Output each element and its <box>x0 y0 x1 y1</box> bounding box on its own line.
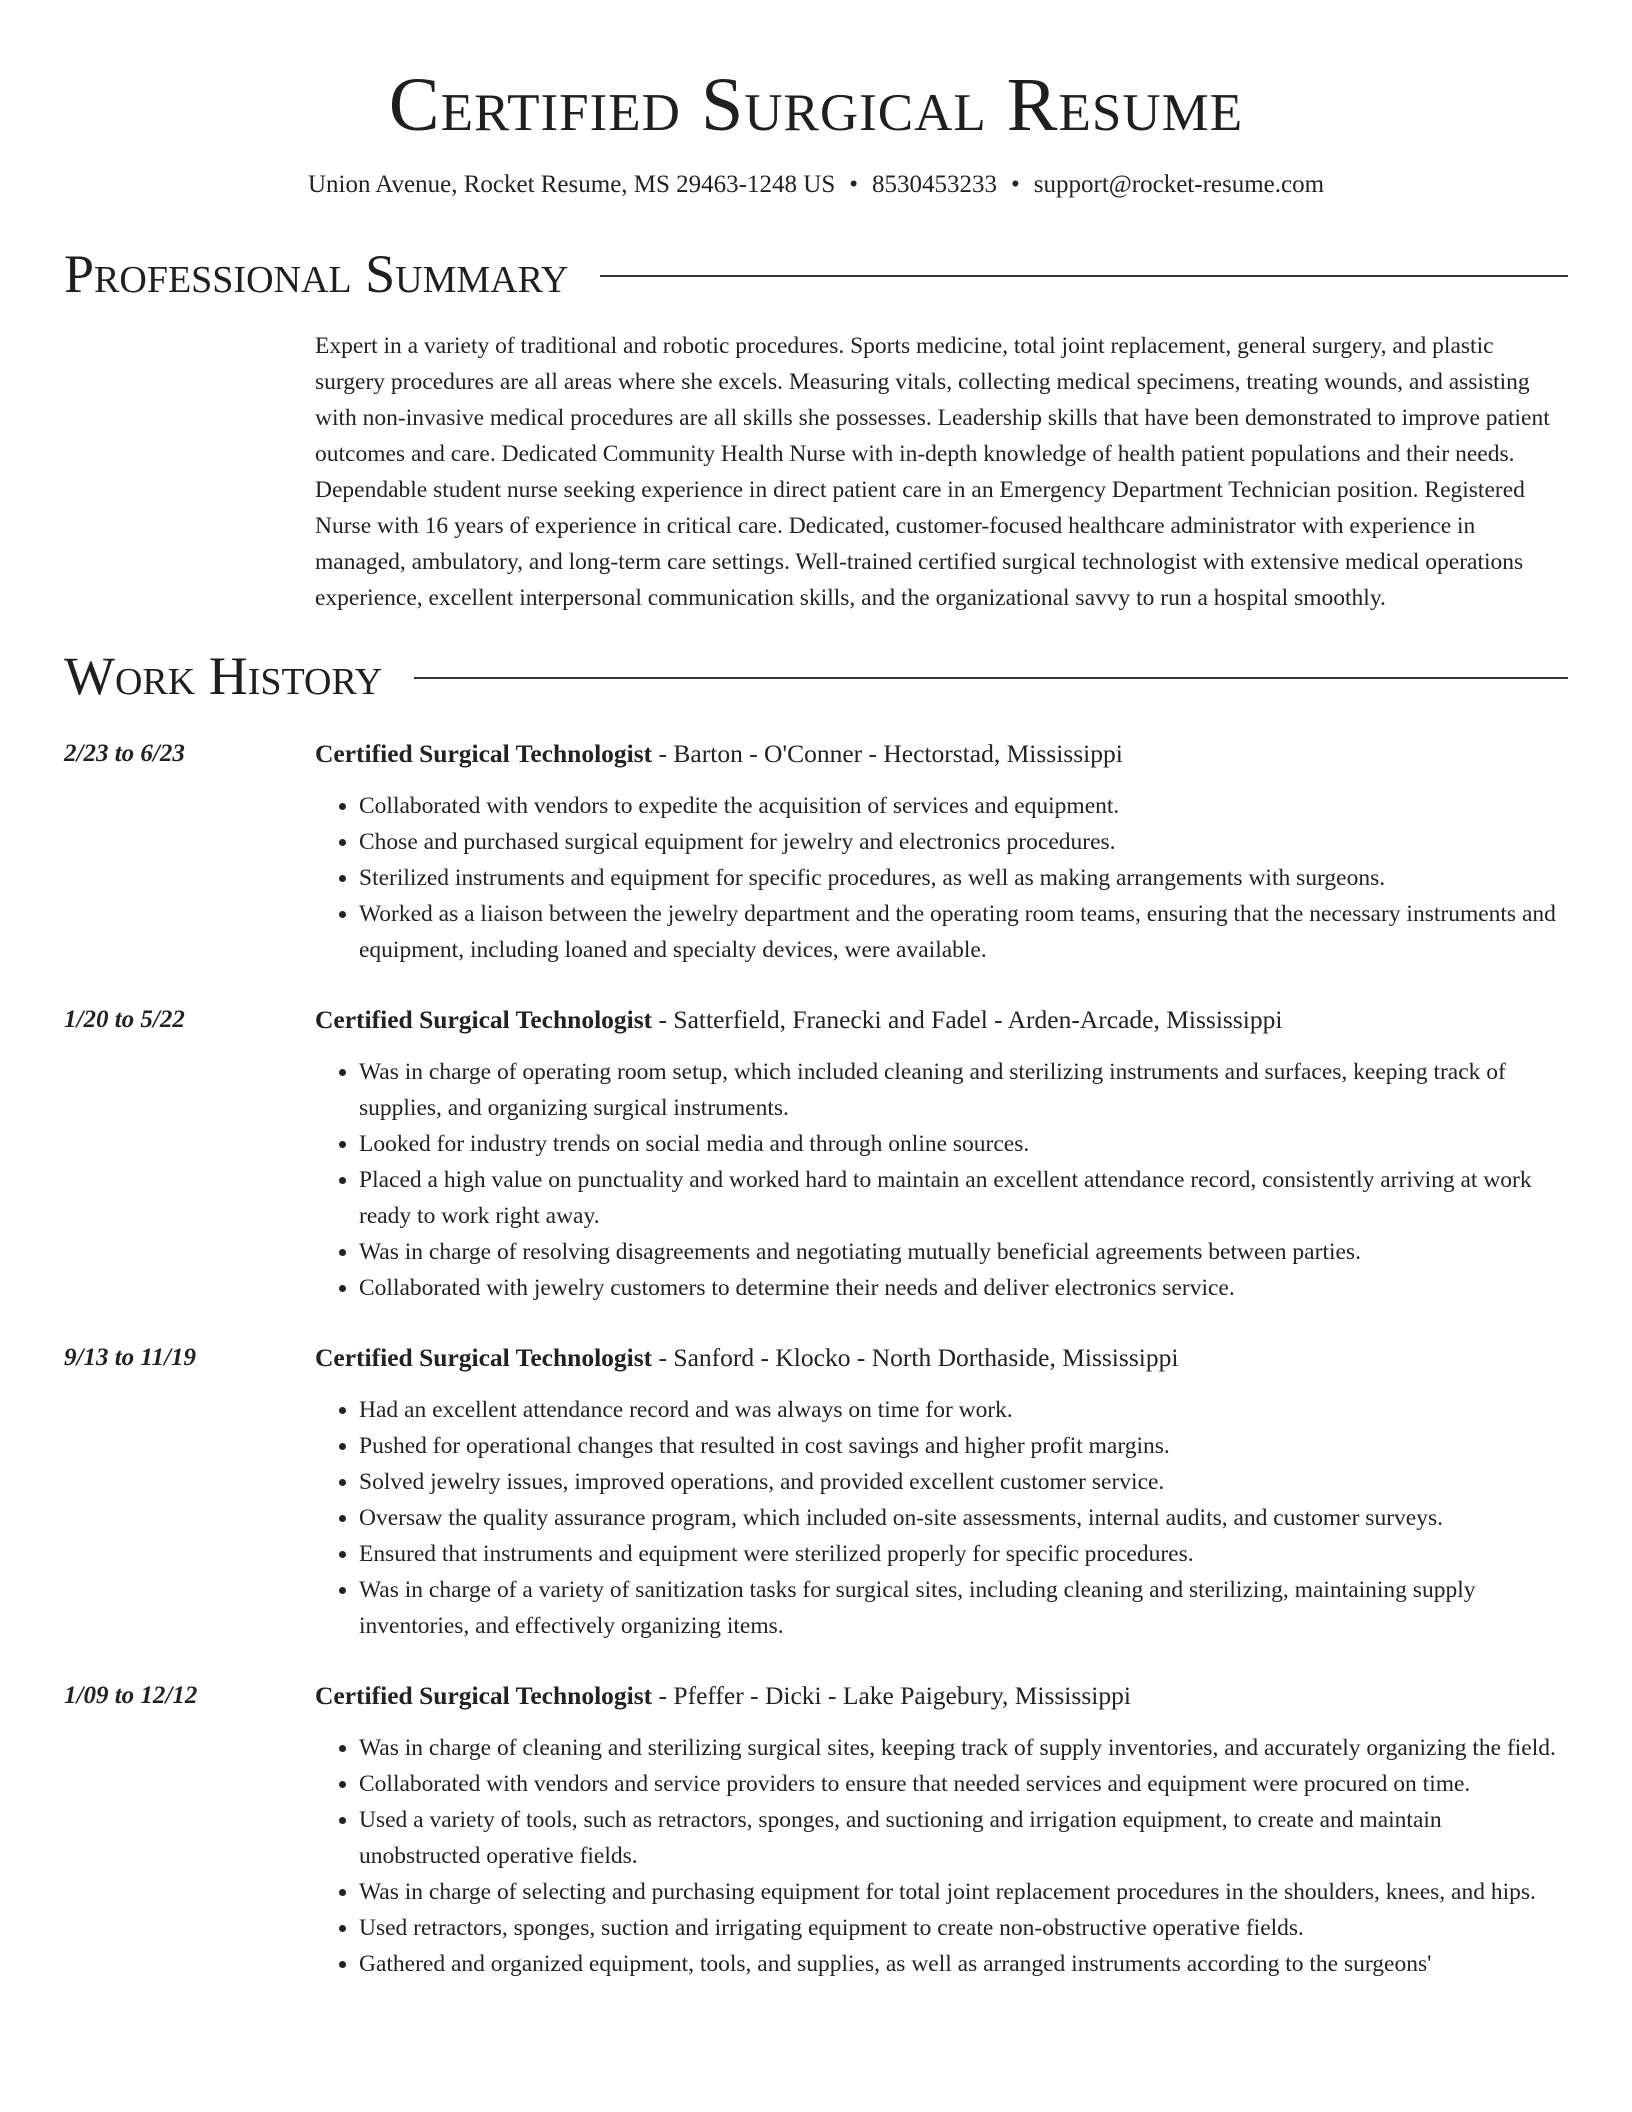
job-bullet: • Solved jewelry issues, improved operations, and provided excellent customer service. <box>359 1464 1568 1500</box>
contact-line <box>64 168 1568 202</box>
job-bullet: • Sterilized instruments and equipment for specific procedures, as well as making arrangements with surgeons. <box>359 860 1568 896</box>
job-dates: 1/09 to 12/12 <box>64 1682 198 1709</box>
job-details <box>315 1002 1568 1306</box>
job-bullet: • Ensured that instruments and equipment were sterilized properly for specific procedures. <box>359 1536 1568 1572</box>
job-employer: - Sanford - Klocko - North Dorthaside, Mississippi <box>652 1343 1179 1372</box>
job-header <box>315 736 1568 772</box>
work-history-list <box>64 736 1568 1982</box>
job-header <box>315 1002 1568 1038</box>
job-dates: 2/23 to 6/23 <box>64 740 185 767</box>
job-bullet: • Was in charge of cleaning and sterilizing surgical sites, keeping track of supply inventories, and accurately organizing the field. <box>359 1730 1568 1766</box>
job-dates: 9/13 to 11/19 <box>64 1344 196 1371</box>
job-entry <box>64 1002 1568 1306</box>
job-employer: - Pfeffer - Dicki - Lake Paigebury, Mississippi <box>652 1681 1131 1710</box>
contact-phone: 8530453233 <box>872 171 997 198</box>
summary-heading: Professional Summary <box>64 244 569 304</box>
job-details <box>315 736 1568 968</box>
job-details <box>315 1678 1568 1982</box>
job-entry <box>64 1678 1568 1982</box>
contact-separator: • <box>1011 171 1020 198</box>
job-bullet: • Collaborated with vendors and service providers to ensure that needed services and equipment were procured on time. <box>359 1766 1568 1802</box>
job-bullet: • Was in charge of resolving disagreements and negotiating mutually beneficial agreements between parties. <box>359 1234 1568 1270</box>
job-employer: - Satterfield, Franecki and Fadel - Arden-Arcade, Mississippi <box>652 1005 1283 1034</box>
contact-address: Union Avenue, Rocket Resume, MS 29463-1248 US <box>307 171 836 198</box>
resume-title: Certified Surgical Resume <box>388 63 1244 147</box>
job-bullet-list <box>315 1730 1568 1982</box>
section-divider <box>600 275 1568 277</box>
summary-section-header <box>64 242 1568 306</box>
contact-email: support@rocket-resume.com <box>1033 171 1325 198</box>
job-bullet: • Worked as a liaison between the jewelry department and the operating room teams, ensuring that the necessary instruments and equipment, including loaned and specialty devices, were available. <box>359 896 1568 968</box>
job-title: Certified Surgical Technologist <box>315 1005 653 1034</box>
job-title: Certified Surgical Technologist <box>315 1681 653 1710</box>
summary-text: Expert in a variety of traditional and robotic procedures. Sports medicine, total joint replacement, general surgery, and plastic surgery procedures are all areas where she excels. Measuring vitals, collecting medical specimens, treating wounds, and assisting with non-invasive medical procedures are all skills she possesses. Leadership skills that have been demonstrated to improve patient outcomes and care. Dedicated Community Health Nurse with in-depth knowledge of health patient populations and their needs. Dependable student nurse seeking experience in direct patient care in an Emergency Department Technician position. Registered Nurse with 16 years of experience in critical care. Dedicated, customer-focused healthcare administrator with experience in managed, ambulatory, and long-term care settings. Well-trained certified surgical technologist with extensive medical operations experience, excellent interpersonal communication skills, and the organizational savvy to run a hospital smoothly. <box>315 333 1550 611</box>
job-employer: - Barton - O'Conner - Hectorstad, Mississippi <box>652 739 1123 768</box>
resume-page <box>64 0 1568 1982</box>
job-entry <box>64 1340 1568 1644</box>
job-entry <box>64 736 1568 968</box>
job-bullet: • Was in charge of selecting and purchasing equipment for total joint replacement procedures in the shoulders, knees, and hips. <box>359 1874 1568 1910</box>
contact-separator: • <box>849 171 858 198</box>
job-bullet: • Collaborated with vendors to expedite the acquisition of services and equipment. <box>359 788 1568 824</box>
section-divider <box>414 677 1568 679</box>
job-bullet: • Gathered and organized equipment, tools, and supplies, as well as arranged instruments according to the surgeons' <box>359 1946 1568 1982</box>
job-bullet-list <box>315 1392 1568 1644</box>
job-bullet: • Was in charge of operating room setup, which included cleaning and sterilizing instruments and surfaces, keeping track of supplies, and organizing surgical instruments. <box>359 1054 1568 1126</box>
job-bullet-list <box>315 1054 1568 1306</box>
job-bullet: • Placed a high value on punctuality and worked hard to maintain an excellent attendance record, consistently arriving at work ready to work right away. <box>359 1162 1568 1234</box>
job-bullet-list <box>315 788 1568 968</box>
job-bullet: • Used retractors, sponges, suction and irrigating equipment to create non-obstructive operative fields. <box>359 1910 1568 1946</box>
job-bullet: • Had an excellent attendance record and was always on time for work. <box>359 1392 1568 1428</box>
job-bullet: • Chose and purchased surgical equipment for jewelry and electronics procedures. <box>359 824 1568 860</box>
job-title: Certified Surgical Technologist <box>315 1343 653 1372</box>
job-bullet: • Pushed for operational changes that resulted in cost savings and higher profit margins. <box>359 1428 1568 1464</box>
job-bullet: • Looked for industry trends on social media and through online sources. <box>359 1126 1568 1162</box>
work-section-header <box>64 644 1568 708</box>
work-heading: Work History <box>64 646 383 706</box>
job-bullet: • Was in charge of a variety of sanitization tasks for surgical sites, including cleaning and sterilizing, maintaining supply inventories, and effectively organizing items. <box>359 1572 1568 1644</box>
job-title: Certified Surgical Technologist <box>315 739 653 768</box>
job-dates: 1/20 to 5/22 <box>64 1006 185 1033</box>
job-details <box>315 1340 1568 1644</box>
job-header <box>315 1340 1568 1376</box>
job-bullet: • Collaborated with jewelry customers to determine their needs and deliver electronics service. <box>359 1270 1568 1306</box>
job-header <box>315 1678 1568 1714</box>
job-bullet: • Oversaw the quality assurance program, which included on-site assessments, internal audits, and customer surveys. <box>359 1500 1568 1536</box>
job-bullet: • Used a variety of tools, such as retractors, sponges, and suctioning and irrigation equipment, to create and maintain unobstructed operative fields. <box>359 1802 1568 1874</box>
